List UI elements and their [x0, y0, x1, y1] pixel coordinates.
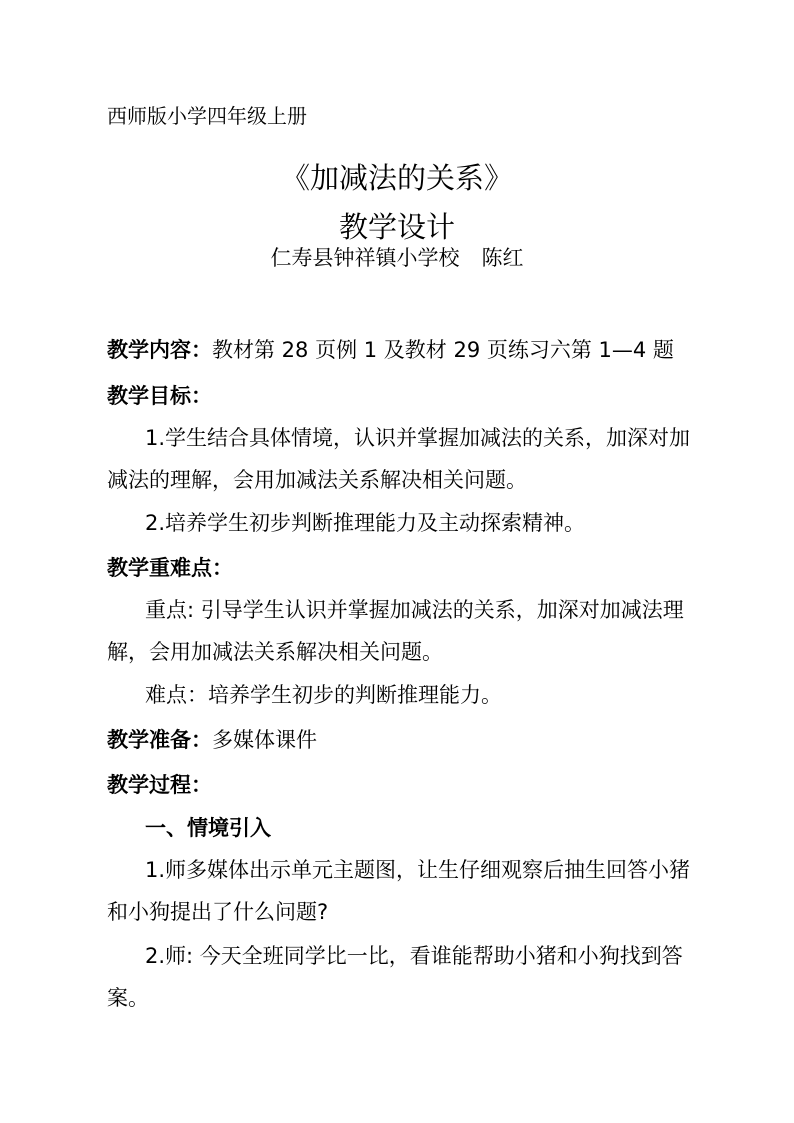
- content-text: 教材第 28 页例 1 及教材 29 页练习六第 1—4 题: [212, 338, 674, 362]
- step-1-line-2: 和小狗提出了什么问题?: [107, 900, 329, 924]
- author-line: [0, 248, 794, 269]
- grade-label: 西师版小学四年级上册: [107, 104, 307, 128]
- prep-label: 教学准备：: [107, 728, 212, 752]
- step-2-line-2: 案。: [107, 986, 149, 1010]
- prep-text: 多媒体课件: [212, 728, 317, 752]
- prep-line: [107, 730, 317, 751]
- goals-label: 教学目标：: [107, 384, 212, 408]
- keypoints-label: 教学重难点：: [107, 556, 233, 580]
- step-2-line-1: 2.师: 今天全班同学比一比，看谁能帮助小猪和小狗找到答: [145, 944, 683, 968]
- goal-1-line-1: 1.学生结合具体情境，认识并掌握加减法的关系，加深对加: [145, 426, 691, 450]
- process-label: 教学过程：: [107, 773, 212, 797]
- content-label: 教学内容：: [107, 338, 212, 362]
- keypoint-line-1: 重点: 引导学生认识并掌握加减法的关系，加深对加减法理: [145, 598, 684, 622]
- lesson-title: 《加减法的关系》: [280, 161, 513, 195]
- goal-1-line-2: 减法的理解，会用加减法关系解决相关问题。: [107, 468, 527, 492]
- keypoint-line-2: 解，会用加减法关系解决相关问题。: [107, 640, 443, 664]
- school-name: 仁寿县钟祥镇小学校: [270, 246, 460, 270]
- lesson-subtitle: 教学设计: [338, 210, 455, 244]
- difficulty-line: 难点：培养学生初步的判断推理能力。: [145, 683, 502, 707]
- section-1-heading: 一、情境引入: [145, 816, 271, 840]
- step-1-line-1: 1.师多媒体出示单元主题图，让生仔细观察后抽生回答小猪: [145, 858, 691, 882]
- goal-2: 2.培养学生初步判断推理能力及主动探索精神。: [145, 511, 586, 535]
- teacher-name: 陈红: [481, 246, 524, 270]
- content-line: [107, 340, 674, 361]
